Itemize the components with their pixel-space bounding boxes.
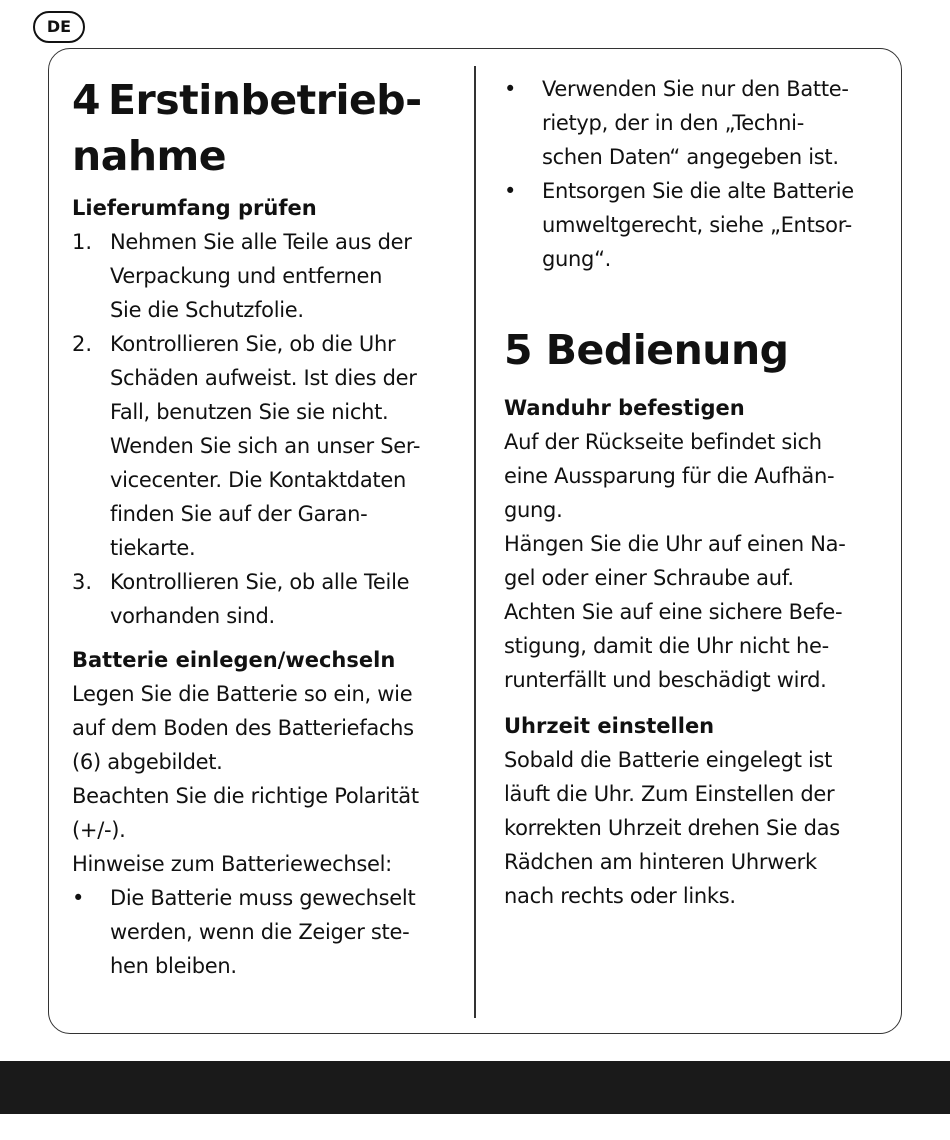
subheading-wanduhr: Wanduhr befestigen [504, 396, 745, 420]
list-item-text [542, 72, 884, 174]
list-item [72, 225, 420, 327]
text-line: Wenden Sie sich an unser Ser- [110, 434, 421, 458]
text-line: vorhanden sind. [110, 604, 275, 628]
subheading-lieferumfang: Lieferumfang prüfen [72, 196, 317, 220]
text-line: Verwenden Sie nur den Batte- [542, 77, 849, 101]
list-item-text [542, 174, 884, 276]
text-line: läuft die Uhr. Zum Einstellen der [504, 782, 835, 806]
text-line: Rädchen am hinteren Uhrwerk [504, 850, 817, 874]
text-line: Achten Sie auf eine sichere Befe- [504, 600, 843, 624]
footer-bar [0, 1061, 950, 1114]
list-marker: 3. [72, 570, 93, 594]
text-line: Kontrollieren Sie, ob alle Teile [110, 570, 410, 594]
text-line: Sobald die Batterie eingelegt ist [504, 748, 833, 772]
text-line: auf dem Boden des Batteriefachs [72, 716, 414, 740]
list-item [72, 565, 420, 633]
text-line: Hinweise zum Batteriewechsel: [72, 852, 392, 876]
language-badge: DE [33, 11, 85, 43]
text-line: finden Sie auf der Garan- [110, 502, 368, 526]
list-item [504, 72, 884, 174]
column-divider [474, 66, 476, 1018]
paragraph-wanduhr [504, 425, 845, 697]
bullet-marker: • [72, 886, 85, 910]
text-line: korrekten Uhrzeit drehen Sie das [504, 816, 840, 840]
text-line: Fall, benutzen Sie sie nicht. [110, 400, 389, 424]
list-marker: 2. [72, 332, 93, 356]
text-line: Entsorgen Sie die alte Batterie [542, 179, 854, 203]
text-line: gung“. [542, 247, 612, 271]
text-line: rietyp, der in den „Techni- [542, 111, 804, 135]
list-item-text [110, 327, 420, 565]
list-marker: • [504, 179, 517, 203]
text-line: Beachten Sie die richtige Polarität [72, 784, 419, 808]
text-line: Kontrollieren Sie, ob die Uhr [110, 332, 396, 356]
text-line: Hängen Sie die Uhr auf einen Na- [504, 532, 846, 556]
list-item-text [110, 881, 419, 983]
subheading-batterie: Batterie einlegen/wechseln [72, 648, 396, 672]
paragraph-batterie [72, 677, 419, 881]
text-line: Die Batterie muss gewechselt [110, 886, 416, 910]
list-item-text [110, 565, 420, 633]
list-marker: • [504, 77, 517, 101]
text-line: gel oder einer Schraube auf. [504, 566, 794, 590]
text-line: Schäden aufweist. Ist dies der [110, 366, 417, 390]
text-line: Verpackung und entfernen [110, 264, 383, 288]
bullet-list [504, 72, 884, 276]
text-line: (+/-). [72, 818, 126, 842]
list-item [72, 881, 419, 983]
text-line: Sie die Schutzfolie. [110, 298, 304, 322]
text-line: Nehmen Sie alle Teile aus der [110, 230, 412, 254]
paragraph-uhrzeit [504, 743, 840, 913]
text-line: schen Daten“ angegeben ist. [542, 145, 839, 169]
text-line: Auf der Rückseite befindet sich [504, 430, 822, 454]
text-line: (6) abgebildet. [72, 750, 223, 774]
text-line: Legen Sie die Batterie so ein, wie [72, 682, 413, 706]
text-line: eine Aussparung für die Aufhän- [504, 464, 835, 488]
text-line: runterfällt und beschädigt wird. [504, 668, 827, 692]
text-line: stigung, damit die Uhr nicht he- [504, 634, 829, 658]
section-number: 4 [72, 76, 101, 124]
list-item-text [110, 225, 420, 327]
text-line: vicecenter. Die Kontaktdaten [110, 468, 406, 492]
text-line: nach rechts oder links. [504, 884, 736, 908]
text-line: hen bleiben. [110, 954, 237, 978]
section-4-heading [72, 72, 422, 184]
list-item [72, 327, 420, 565]
heading-line: Erstinbetrieb- [108, 76, 422, 124]
text-line: werden, wenn die Zeiger ste- [110, 920, 410, 944]
numbered-list [72, 225, 420, 633]
list-marker: 1. [72, 230, 93, 254]
section-5-heading: 5 Bedienung [504, 326, 789, 374]
list-item [504, 174, 884, 276]
bullet-list [72, 881, 419, 983]
heading-line: nahme [72, 132, 227, 180]
text-line: tiekarte. [110, 536, 196, 560]
text-line: umweltgerecht, siehe „Entsor- [542, 213, 852, 237]
text-line: gung. [504, 498, 563, 522]
subheading-uhrzeit: Uhrzeit einstellen [504, 714, 715, 738]
